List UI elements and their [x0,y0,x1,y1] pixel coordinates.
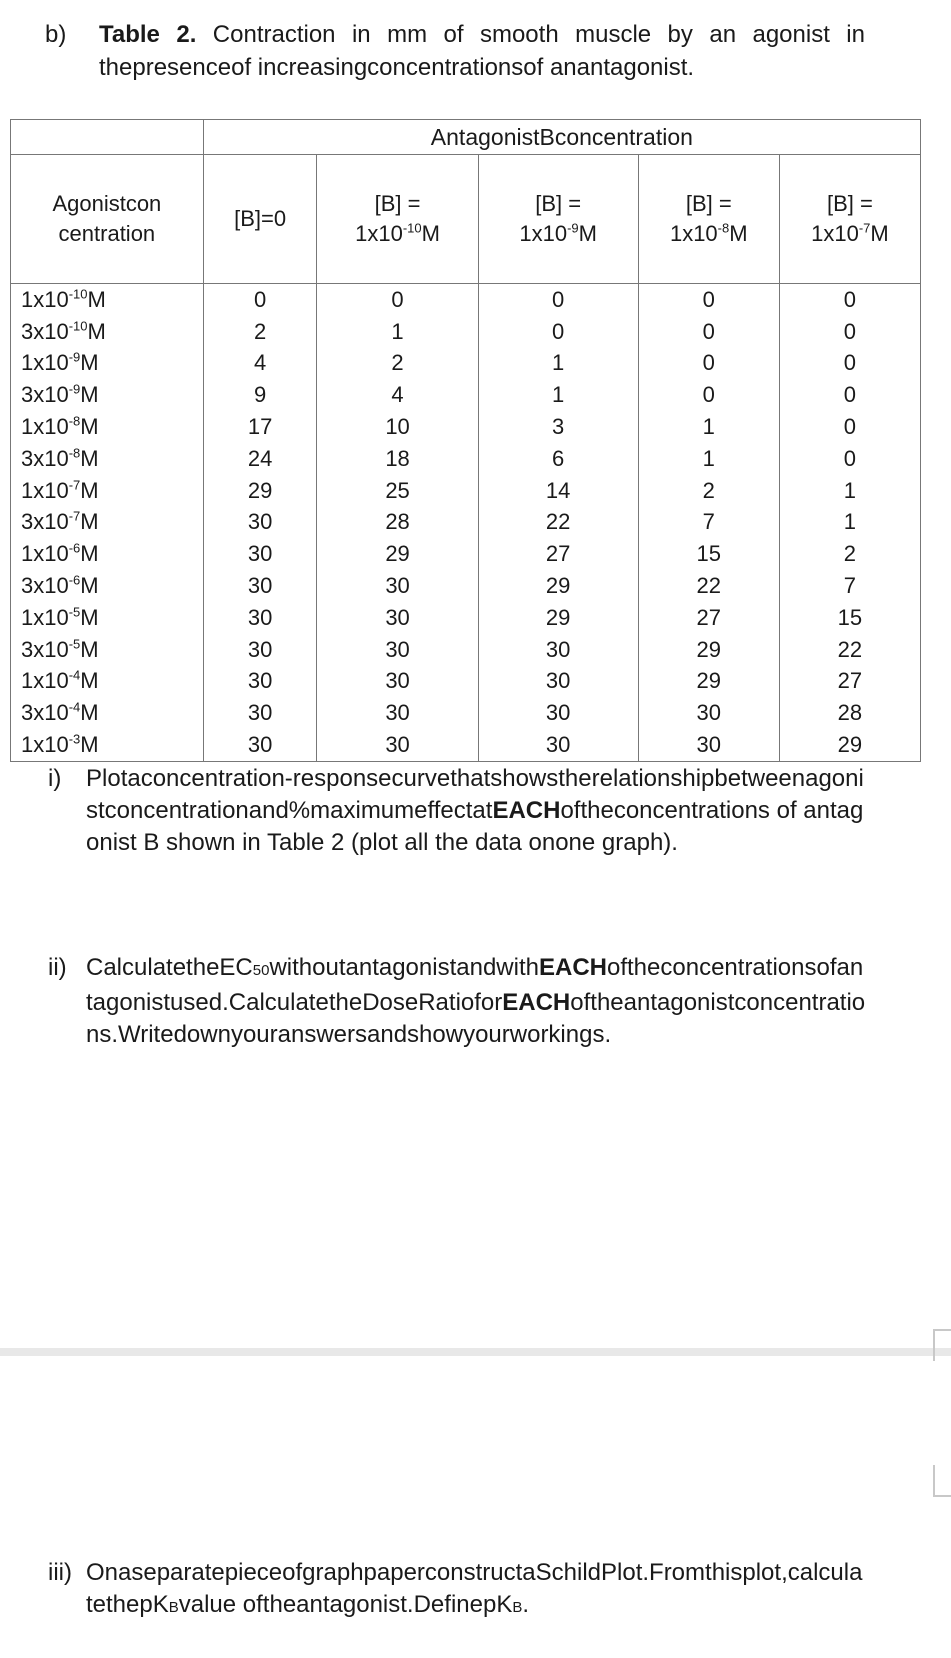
agonist-concentration-cell: $1x10^{-10}M$ [11,284,204,316]
contraction-value-cell: 1 [779,507,920,539]
contraction-value-cell: 30 [478,729,638,761]
contraction-table [10,119,921,762]
question-text: Plotaconcentration-responsecurvethatshowstherelationshipbetweenagonistconcentrationand%maximumeffectatEACHoftheconcentrations of antagonist B shown in Table 2 (plot all the data onone graph). [86,765,864,856]
contraction-value-cell: 30 [203,697,317,729]
contraction-value-cell: 30 [317,634,478,666]
contraction-value-cell: 1 [478,348,638,380]
section-marker: b) [45,21,67,48]
contraction-value-cell: 29 [478,570,638,602]
contraction-value-cell: 0 [638,379,779,411]
contraction-value-cell: 29 [203,475,317,507]
contraction-value-cell: 4 [203,348,317,380]
contraction-value-cell: 2 [317,348,478,380]
contraction-value-cell: 9 [203,379,317,411]
contraction-value-cell: 30 [317,602,478,634]
contraction-value-cell: 1 [317,316,478,348]
contraction-value-cell: 27 [478,538,638,570]
contraction-value-cell: 0 [779,411,920,443]
contraction-value-cell: 28 [779,697,920,729]
table-row [11,602,921,634]
agonist-concentration-cell: $3x10^{-10}M$ [11,316,204,348]
contraction-value-cell: 0 [779,316,920,348]
section-heading [45,18,865,84]
contraction-value-cell: 25 [317,475,478,507]
column-header: [B] = $1x10^{-10}M$ [317,155,478,284]
antagonist-group-header: AntagonistBconcentration [203,120,920,155]
table-row [11,316,921,348]
contraction-value-cell: 30 [203,602,317,634]
contraction-value-cell: 0 [779,284,920,316]
contraction-value-cell: 17 [203,411,317,443]
contraction-value-cell: 2 [638,475,779,507]
table-row [11,443,921,475]
page-divider [0,1348,951,1356]
table-row [11,697,921,729]
question-text: CalculatetheEC50withoutantagonistandwithEACHoftheconcentrationsofantagonistused.CalculatetheDoseRatioforEACHoftheantagonistconcentrations.Writedownyouranswersandshowyourworkings. [86,954,866,1048]
contraction-value-cell: 30 [638,729,779,761]
agonist-concentration-cell: $1x10^{-6}M$ [11,538,204,570]
table-row [11,538,921,570]
contraction-value-cell: 30 [203,538,317,570]
contraction-value-cell: 7 [779,570,920,602]
column-header: [B] = $1x10^{-7}M$ [779,155,920,284]
contraction-value-cell: 30 [203,729,317,761]
contraction-value-cell: 30 [203,666,317,698]
contraction-value-cell: 4 [317,379,478,411]
agonist-concentration-cell: $3x10^{-7}M$ [11,507,204,539]
agonist-concentration-cell: $1x10^{-4}M$ [11,666,204,698]
contraction-value-cell: 30 [638,697,779,729]
contraction-value-cell: 0 [779,443,920,475]
contraction-value-cell: 7 [638,507,779,539]
contraction-value-cell: 30 [203,634,317,666]
contraction-value-cell: 0 [779,379,920,411]
agonist-column-header: Agonistcon centration [11,155,204,284]
contraction-value-cell: 27 [779,666,920,698]
contraction-value-cell: 29 [478,602,638,634]
contraction-value-cell: 29 [317,538,478,570]
contraction-value-cell: 0 [638,316,779,348]
table-row [11,379,921,411]
agonist-concentration-cell: $1x10^{-8}M$ [11,411,204,443]
table-caption-title: Table 2. [99,21,197,48]
contraction-value-cell: 30 [317,697,478,729]
contraction-value-cell: 30 [478,666,638,698]
agonist-concentration-cell: $3x10^{-6}M$ [11,570,204,602]
contraction-value-cell: 0 [317,284,478,316]
contraction-value-cell: 0 [779,348,920,380]
contraction-value-cell: 27 [638,602,779,634]
contraction-value-cell: 30 [478,697,638,729]
table-row [11,666,921,698]
agonist-concentration-cell: $1x10^{-5}M$ [11,602,204,634]
contraction-value-cell: 0 [638,348,779,380]
contraction-value-cell: 14 [478,475,638,507]
contraction-value-cell: 2 [779,538,920,570]
contraction-value-cell: 0 [638,284,779,316]
contraction-value-cell: 30 [317,729,478,761]
agonist-concentration-cell: $3x10^{-9}M$ [11,379,204,411]
contraction-value-cell: 6 [478,443,638,475]
contraction-value-cell: 22 [478,507,638,539]
contraction-value-cell: 2 [203,316,317,348]
contraction-value-cell: 1 [478,379,638,411]
contraction-value-cell: 22 [638,570,779,602]
contraction-value-cell: 29 [638,634,779,666]
corner-cell [11,120,204,155]
contraction-value-cell: 15 [638,538,779,570]
contraction-value-cell: 29 [638,666,779,698]
contraction-value-cell: 10 [317,411,478,443]
agonist-concentration-cell: $1x10^{-3}M$ [11,729,204,761]
contraction-value-cell: 1 [779,475,920,507]
contraction-value-cell: 15 [779,602,920,634]
contraction-value-cell: 3 [478,411,638,443]
agonist-concentration-cell: $3x10^{-5}M$ [11,634,204,666]
table-row [11,348,921,380]
question-i [48,763,868,859]
contraction-value-cell: 30 [203,570,317,602]
crop-mark-bottom [933,1465,951,1497]
table-row [11,634,921,666]
column-header: [B]=0 [203,155,317,284]
agonist-concentration-cell: $1x10^{-9}M$ [11,348,204,380]
contraction-value-cell: 18 [317,443,478,475]
contraction-value-cell: 30 [478,634,638,666]
contraction-value-cell: 24 [203,443,317,475]
crop-mark-top [933,1329,951,1361]
contraction-value-cell: 0 [203,284,317,316]
contraction-value-cell: 28 [317,507,478,539]
table-row [11,411,921,443]
contraction-value-cell: 30 [203,507,317,539]
table-row [11,475,921,507]
agonist-concentration-cell: $3x10^{-4}M$ [11,697,204,729]
contraction-value-cell: 30 [317,666,478,698]
column-header: [B] = $1x10^{-8}M$ [638,155,779,284]
table-row [11,729,921,761]
contraction-value-cell: 0 [478,316,638,348]
question-iii [48,1557,868,1624]
table-row [11,507,921,539]
contraction-value-cell: 30 [317,570,478,602]
agonist-concentration-cell: $3x10^{-8}M$ [11,443,204,475]
table-row [11,570,921,602]
contraction-value-cell: 22 [779,634,920,666]
agonist-concentration-cell: $1x10^{-7}M$ [11,475,204,507]
column-header: [B] = $1x10^{-9}M$ [478,155,638,284]
question-marker: iii) [48,1559,72,1586]
table-caption-text: Contraction in mm of smooth muscle by an agonist in thepresenceof increasingconcentrationsof anantagonist. [99,21,865,81]
contraction-value-cell: 1 [638,443,779,475]
question-marker: ii) [48,954,67,981]
table-caption [99,18,865,84]
question-text: OnaseparatepieceofgraphpaperconstructaSchildPlot.Fromthisplot,calculatethepKBvalue oftheantagonist.DefinepKB. [86,1559,863,1618]
question-ii [48,952,868,1051]
table-row [11,284,921,316]
contraction-value-cell: 1 [638,411,779,443]
contraction-value-cell: 29 [779,729,920,761]
contraction-value-cell: 0 [478,284,638,316]
question-marker: i) [48,765,62,792]
